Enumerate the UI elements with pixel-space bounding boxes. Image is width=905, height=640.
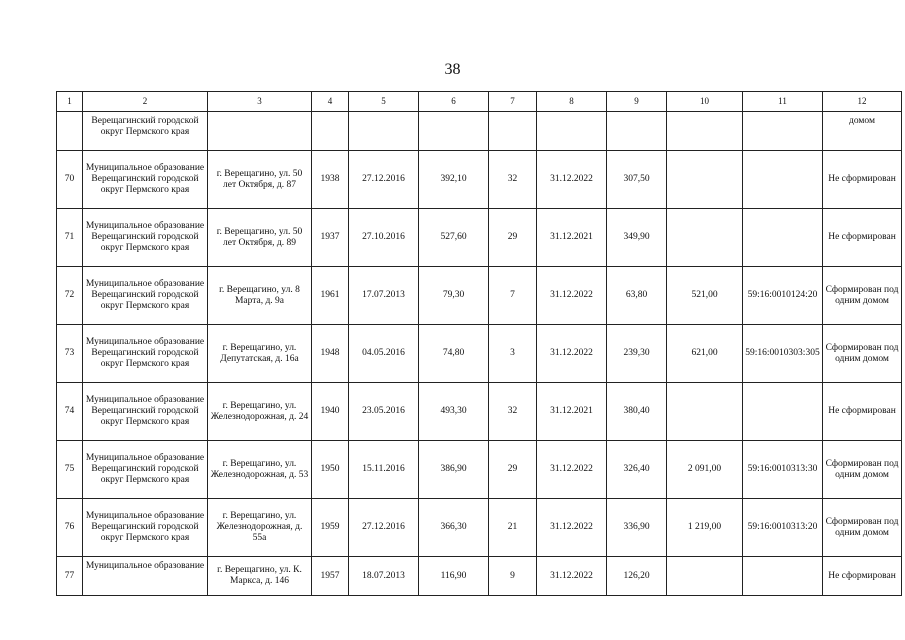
cell-number: 77: [57, 557, 83, 596]
cell-land-area: 2 091,00: [667, 441, 743, 499]
cell-deadline: 31.12.2022: [537, 499, 607, 557]
cell-owner: Муниципальное образование Верещагинский городской округ Пермского края: [83, 383, 208, 441]
cell-address: г. Верещагино, ул. 50 лет Октября, д. 87: [208, 151, 312, 209]
cell-land-area: [667, 112, 743, 151]
cell-date: 18.07.2013: [349, 557, 419, 596]
cell-year: 1961: [312, 267, 349, 325]
cell-deadline: 31.12.2022: [537, 441, 607, 499]
cell-land-status: Сформирован под одним домом: [823, 267, 902, 325]
cell-date: 15.11.2016: [349, 441, 419, 499]
cell-cadastral: 59:16:0010313:30: [743, 441, 823, 499]
cell-land-status: домом: [823, 112, 902, 151]
cell-year: 1959: [312, 499, 349, 557]
cell-year: [312, 112, 349, 151]
cell-residents: [489, 112, 537, 151]
cell-number: 75: [57, 441, 83, 499]
cell-cadastral: [743, 209, 823, 267]
cell-owner: Муниципальное образование: [83, 557, 208, 596]
cell-living-area: 63,80: [607, 267, 667, 325]
cell-living-area: 336,90: [607, 499, 667, 557]
cell-land-area: [667, 151, 743, 209]
cell-land-status: Сформирован под одним домом: [823, 325, 902, 383]
cell-area: [419, 112, 489, 151]
continuation-row: [57, 112, 902, 151]
cell-date: 27.12.2016: [349, 151, 419, 209]
cell-number: 76: [57, 499, 83, 557]
table-row: [57, 441, 902, 499]
header-cell: 10: [667, 92, 743, 112]
cell-living-area: 326,40: [607, 441, 667, 499]
cell-living-area: 349,90: [607, 209, 667, 267]
cell-living-area: [607, 112, 667, 151]
cell-number: [57, 112, 83, 151]
cell-land-status: Не сформирован: [823, 209, 902, 267]
header-cell: 8: [537, 92, 607, 112]
cell-year: 1957: [312, 557, 349, 596]
cell-area: 74,80: [419, 325, 489, 383]
table-row: [57, 151, 902, 209]
cell-number: 74: [57, 383, 83, 441]
header-cell: 7: [489, 92, 537, 112]
cell-year: 1950: [312, 441, 349, 499]
cell-date: 17.07.2013: [349, 267, 419, 325]
cell-owner: Муниципальное образование Верещагинский городской округ Пермского края: [83, 441, 208, 499]
cell-address: г. Верещагино, ул. К. Маркса, д. 146: [208, 557, 312, 596]
cell-land-status: Не сформирован: [823, 557, 902, 596]
cell-address: г. Верещагино, ул. 8 Марта, д. 9а: [208, 267, 312, 325]
cell-residents: 21: [489, 499, 537, 557]
table-row: [57, 209, 902, 267]
cell-date: 04.05.2016: [349, 325, 419, 383]
cell-cadastral: [743, 557, 823, 596]
cell-residents: 29: [489, 209, 537, 267]
cell-owner: Муниципальное образование Верещагинский городской округ Пермского края: [83, 499, 208, 557]
table-row: [57, 325, 902, 383]
header-cell: 6: [419, 92, 489, 112]
cell-address: г. Верещагино, ул. Депутатская, д. 16а: [208, 325, 312, 383]
cell-owner: Верещагинский городской округ Пермского края: [83, 112, 208, 151]
cell-deadline: 31.12.2022: [537, 325, 607, 383]
cell-land-area: [667, 209, 743, 267]
cell-residents: 7: [489, 267, 537, 325]
cell-deadline: 31.12.2022: [537, 557, 607, 596]
cell-date: [349, 112, 419, 151]
cell-area: 79,30: [419, 267, 489, 325]
cell-land-area: 1 219,00: [667, 499, 743, 557]
table-row: [57, 383, 902, 441]
cell-land-area: 621,00: [667, 325, 743, 383]
header-cell: 12: [823, 92, 902, 112]
cell-date: 23.05.2016: [349, 383, 419, 441]
cell-number: 72: [57, 267, 83, 325]
cell-area: 392,10: [419, 151, 489, 209]
cell-residents: 9: [489, 557, 537, 596]
cell-owner: Муниципальное образование Верещагинский городской округ Пермского края: [83, 209, 208, 267]
cell-land-status: Сформирован под одним домом: [823, 499, 902, 557]
cell-land-area: [667, 383, 743, 441]
cell-year: 1940: [312, 383, 349, 441]
cell-deadline: 31.12.2021: [537, 383, 607, 441]
cell-area: 366,30: [419, 499, 489, 557]
header-cell: 9: [607, 92, 667, 112]
cell-land-area: [667, 557, 743, 596]
cell-area: 116,90: [419, 557, 489, 596]
cell-cadastral: 59:16:0010124:20: [743, 267, 823, 325]
cell-year: 1938: [312, 151, 349, 209]
header-cell: 11: [743, 92, 823, 112]
cell-address: г. Верещагино, ул. Железнодорожная, д. 55а: [208, 499, 312, 557]
cell-owner: Муниципальное образование Верещагинский городской округ Пермского края: [83, 267, 208, 325]
cell-residents: 3: [489, 325, 537, 383]
cell-deadline: 31.12.2022: [537, 151, 607, 209]
cell-number: 73: [57, 325, 83, 383]
cell-living-area: 307,50: [607, 151, 667, 209]
cell-living-area: 380,40: [607, 383, 667, 441]
cell-owner: Муниципальное образование Верещагинский городской округ Пермского края: [83, 325, 208, 383]
cell-date: 27.12.2016: [349, 499, 419, 557]
column-number-header: [57, 92, 902, 112]
cell-residents: 29: [489, 441, 537, 499]
cell-residents: 32: [489, 383, 537, 441]
page-number: 38: [444, 61, 461, 78]
cell-cadastral: [743, 112, 823, 151]
header-cell: 1: [57, 92, 83, 112]
cell-land-status: Не сформирован: [823, 151, 902, 209]
header-cell: 3: [208, 92, 312, 112]
cell-date: 27.10.2016: [349, 209, 419, 267]
cell-address: г. Верещагино, ул. Железнодорожная, д. 53: [208, 441, 312, 499]
cell-year: 1948: [312, 325, 349, 383]
cell-deadline: [537, 112, 607, 151]
cell-address: [208, 112, 312, 151]
cell-cadastral: [743, 151, 823, 209]
cell-residents: 32: [489, 151, 537, 209]
cell-living-area: 239,30: [607, 325, 667, 383]
cell-owner: Муниципальное образование Верещагинский городской округ Пермского края: [83, 151, 208, 209]
cell-cadastral: [743, 383, 823, 441]
cell-deadline: 31.12.2022: [537, 267, 607, 325]
table-row: [57, 557, 902, 596]
cell-number: 70: [57, 151, 83, 209]
cell-address: г. Верещагино, ул. Железнодорожная, д. 24: [208, 383, 312, 441]
header-cell: 5: [349, 92, 419, 112]
table-row: [57, 499, 902, 557]
cell-area: 386,90: [419, 441, 489, 499]
cell-land-status: Не сформирован: [823, 383, 902, 441]
cell-cadastral: 59:16:0010313:20: [743, 499, 823, 557]
cell-living-area: 126,20: [607, 557, 667, 596]
housing-registry-table: [56, 91, 902, 596]
cell-area: 493,30: [419, 383, 489, 441]
cell-deadline: 31.12.2021: [537, 209, 607, 267]
header-cell: 2: [83, 92, 208, 112]
cell-address: г. Верещагино, ул. 50 лет Октября, д. 89: [208, 209, 312, 267]
cell-cadastral: 59:16:0010303:305: [743, 325, 823, 383]
cell-number: 71: [57, 209, 83, 267]
cell-area: 527,60: [419, 209, 489, 267]
cell-land-status: Сформирован под одним домом: [823, 441, 902, 499]
header-cell: 4: [312, 92, 349, 112]
table-row: [57, 267, 902, 325]
cell-land-area: 521,00: [667, 267, 743, 325]
cell-year: 1937: [312, 209, 349, 267]
